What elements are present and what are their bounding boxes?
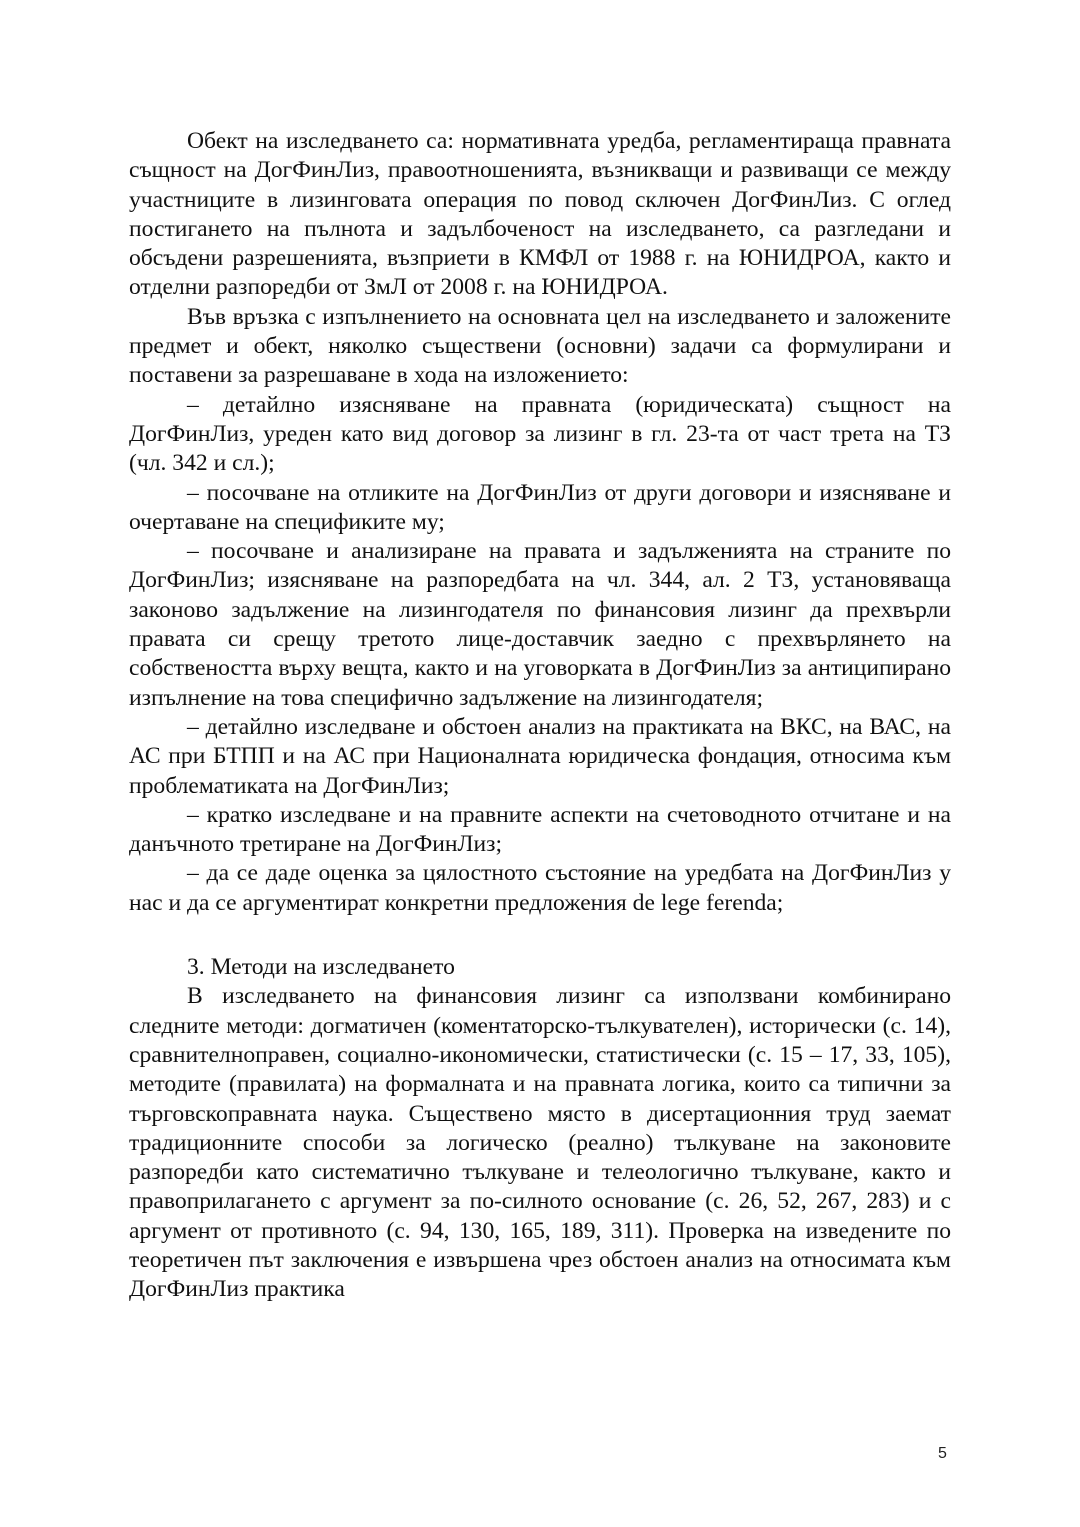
task-item-1: – детайлно изясняване на правната (юридическата) същност на ДогФинЛиз, уреден като вид договор за лизинг в гл. 23-та от част трета на ТЗ (чл. 342 и сл.); (129, 391, 951, 477)
task-item-3: – посочване и анализиране на правата и задълженията на страните по ДогФинЛиз; изясняване на разпоредбата на чл. 344, ал. 2 ТЗ, установяваща законово задължение на лизингодателя по финансовия лизинг да прехвърли правата си срещу третото лице-доставчик заедно с прехвърлянето на собствеността върху вещта, както и на уговорката в ДогФинЛиз за антиципирано изпълнение на това специфично задължение на лизингодателя; (129, 538, 951, 711)
task-item-2: – посочване на отликите на ДогФинЛиз от други договори и изясняване и очертаване на спецификите му; (129, 479, 951, 535)
task-item-5: – кратко изследване и на правните аспекти на счетоводното отчитане и на данъчното третиране на ДогФинЛиз; (129, 801, 951, 858)
paragraph-methods: В изследването на финансовия лизинг са използвани комбинирано следните методи: догматичен (коментаторско-тълкувателен), исторически (с. 14), сравнителноправен, социално-икономически, статистически (с. 15 – 17, 33, 105), методите (правилата) на формалната и на правната логика, които са типични за търговскоправната наука. Съществено място в дисертационния труд заемат традиционните способи за логическо (реално) тълкуване на законовите разпоредби като систематично тълкуване и телеологично тълкуване, както и правоприлагането с аргумент за по-силното основание (с. 26, 52, 267, 283) и с аргумент от противното (с. 94, 130, 165, 189, 311). Проверка на изведените по теоретичен път заключения е извършена чрез обстоен анализ на относимата към ДогФинЛиз практика (129, 983, 951, 1303)
task-item-6: – да се даде оценка за цялостното състояние на уредбата на ДогФинЛиз у нас и да се аргументират конкретни предложения de lege ferenda; (129, 860, 951, 916)
paragraph-tasks-intro: Във връзка с изпълнението на основната цел на изследването и заложените предмет и обект, няколко съществени (основни) задачи са формулирани и поставени за разрешаване в хода на изложението: (129, 303, 951, 389)
page-body (129, 127, 951, 1305)
section-heading-methods: 3. Методи на изследването (187, 954, 455, 981)
task-item-4: – детайлно изследване и обстоен анализ на практиката на ВКС, на ВАС, на АС при БТПП и на АС при Националната юридическа фондация, относима към проблематиката на ДогФинЛиз; (129, 713, 951, 799)
page-number: 5 (938, 1445, 947, 1462)
paragraph-object: Обект на изследването са: нормативната уредба, регламентираща правната същност на ДогФинЛиз, правоотношенията, възникващи и развиващи се между участниците в лизинговата операция по повод сключен ДогФинЛиз. С оглед постигането на пълнота и задълбоченост на изследването, са разгледани и обсъдени разрешенията, възприети в КМФЛ от 1988 г. на ЮНИДРОА, както и отделни разпоредби от ЗмЛ от 2008 г. на ЮНИДРОА. (129, 128, 951, 301)
